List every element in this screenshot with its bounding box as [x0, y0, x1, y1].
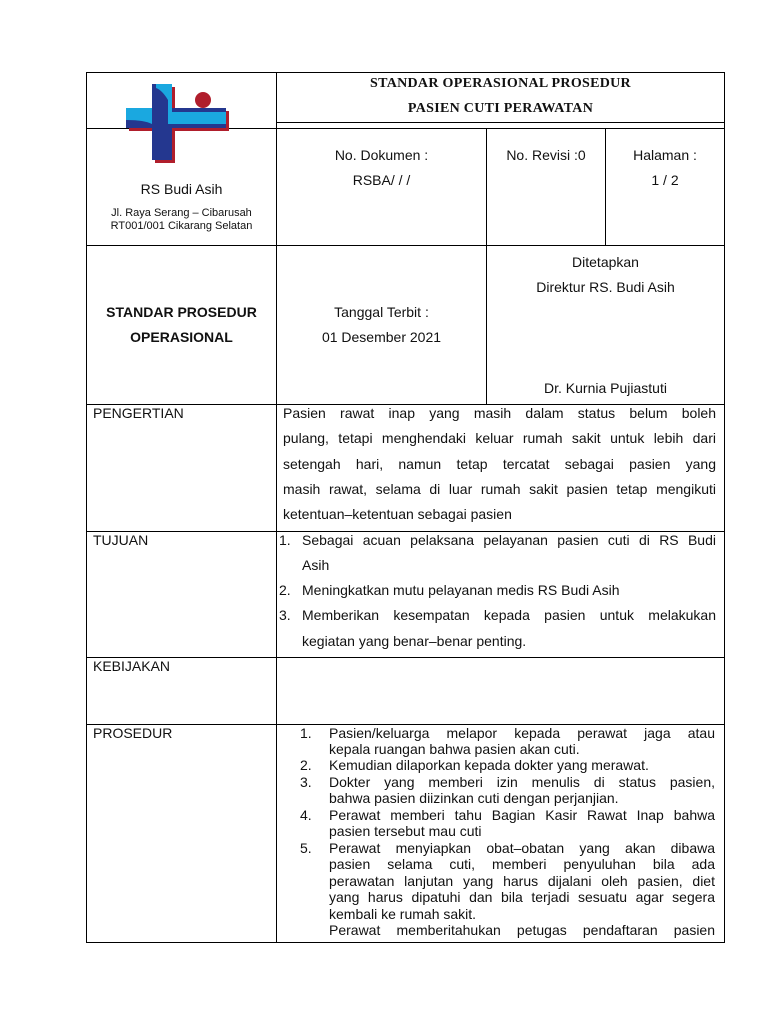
list-number: 3. [279, 607, 291, 623]
list-item-line: Kemudian dilaporkan kepada dokter yang merawat. [329, 757, 649, 773]
list-item-line: Perawat memberi tahu Bagian Kasir Rawat Inap bahwa [329, 807, 715, 823]
list-number: 3. [300, 774, 312, 790]
issue-date-label: Tanggal Terbit : [334, 304, 429, 320]
list-item-line: Pasien/keluarga melapor kepada perawat jaga atau [329, 725, 715, 741]
list-number: 2. [279, 582, 291, 598]
sop-label-line1: STANDAR PROSEDUR [106, 304, 257, 320]
list-item-line: Perawat menyiapkan obat–obatan yang akan dibawa [329, 840, 715, 856]
page-label: Halaman : [633, 147, 697, 163]
kebijakan-label: KEBIJAKAN [93, 658, 171, 674]
sop-label-line2: OPERASIONAL [130, 329, 233, 345]
list-item-line: pasien selama cuti, memberi penyuluhan bila ada [329, 856, 715, 872]
doc-number-value: RSBA/ / / [352, 172, 411, 188]
list-item-line: Memberikan kesempatan kepada pasien untuk melakukan [302, 607, 716, 623]
approver-title: Direktur RS. Budi Asih [536, 279, 675, 295]
list-number: 4. [300, 807, 312, 823]
list-item-line: bahwa pasien diizinkan cuti dengan perjanjian. [329, 790, 619, 806]
pengertian-label: PENGERTIAN [93, 405, 184, 421]
list-item-line: kegiatan yang benar–benar penting. [302, 633, 527, 649]
list-item-line: Sebagai acuan pelaksana pelayanan pasien cuti di RS Budi [302, 532, 716, 548]
approver-name: Dr. Kurnia Pujiastuti [544, 380, 667, 396]
row-divider-4 [86, 657, 725, 658]
row-divider-1 [86, 245, 725, 246]
revision-label: No. Revisi :0 [506, 147, 586, 163]
list-item-line: pasien tersebut mau cuti [329, 823, 482, 839]
list-item-line: yang harus dipatuhi dan bila terjadi sesuatu agar segera [329, 889, 715, 905]
list-number: 5. [300, 840, 312, 856]
list-item-line: Dokter yang memberi izin menulis di status pasien, [329, 774, 715, 790]
pengertian-line: Pasien rawat inap yang masih dalam status belum boleh [283, 405, 716, 421]
title-underline-2 [276, 128, 725, 129]
page-value: 1 / 2 [651, 172, 679, 188]
list-number: 1. [300, 725, 312, 741]
border-right [724, 72, 725, 943]
list-number: 1. [279, 532, 291, 548]
list-item-line: Perawat memberitahukan petugas pendaftaran pasien [329, 922, 715, 938]
hospital-name: RS Budi Asih [140, 181, 223, 197]
pengertian-line: ketentuan–ketentuan sebagai pasien [283, 506, 512, 522]
border-left [86, 72, 87, 943]
pengertian-line: masih rawat, selama di luar rumah sakit pasien tetap mengikuti [283, 481, 716, 497]
sop-title-line1: STANDAR OPERASIONAL PROSEDUR [370, 76, 631, 91]
title-underline-1 [276, 122, 725, 123]
list-item-line: kepala ruangan bahwa pasien akan cuti. [329, 741, 580, 757]
pengertian-line: setengah hari, namun tetap tercatat sebagai pasien yang [283, 456, 716, 472]
border-top [86, 72, 725, 73]
list-item-line: Meningkatkan mutu pelayanan medis RS Budi Asih [302, 582, 620, 598]
list-item-line: kembali ke rumah sakit. [329, 906, 477, 922]
list-item-line: Asih [302, 557, 330, 573]
doc-number-label: No. Dokumen : [334, 147, 429, 163]
tujuan-label: TUJUAN [93, 532, 149, 548]
hospital-address-line2: RT001/001 Cikarang Selatan [110, 220, 253, 232]
pengertian-line: pulang, tetapi menghendaki keluar rumah sakit untuk lebih dari [283, 430, 716, 446]
prosedur-label: PROSEDUR [93, 725, 173, 741]
sop-title-line2: PASIEN CUTI PERAWATAN [407, 101, 594, 116]
col-divider-main [276, 72, 277, 943]
list-number: 2. [300, 757, 312, 773]
approved-label: Ditetapkan [572, 254, 639, 270]
hospital-logo [124, 80, 232, 166]
hospital-address-line1: Jl. Raya Serang – Cibarusah [111, 207, 252, 219]
issue-date-value: 01 Desember 2021 [321, 329, 442, 345]
border-bottom [86, 942, 725, 943]
list-item-line: perawatan lanjutan yang harus dijalani oleh pasien, diet [329, 873, 715, 889]
